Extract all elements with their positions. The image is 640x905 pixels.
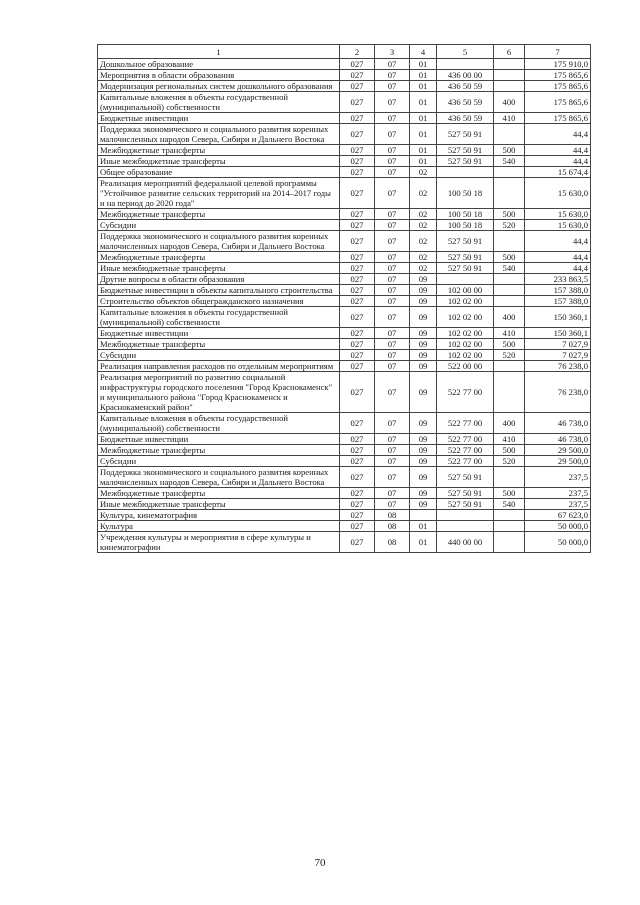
- table-row: [98, 445, 591, 456]
- cell-expense-type: [494, 372, 525, 413]
- cell-expense-type: [494, 467, 525, 488]
- cell-name: Общее образование: [98, 167, 340, 178]
- cell-expense-type: [494, 231, 525, 252]
- cell-subsection: 09: [410, 274, 437, 285]
- cell-ministry-code: 027: [340, 263, 375, 274]
- cell-expense-type: [494, 361, 525, 372]
- cell-subsection: 01: [410, 81, 437, 92]
- table-row: [98, 252, 591, 263]
- table-row: [98, 467, 591, 488]
- cell-target-article: 102 02 00: [437, 296, 494, 307]
- cell-target-article: 527 50 91: [437, 499, 494, 510]
- cell-amount: 29 500,0: [525, 445, 591, 456]
- cell-name: Культура: [98, 521, 340, 532]
- cell-name: Межбюджетные трансферты: [98, 209, 340, 220]
- table-row: [98, 274, 591, 285]
- table-row: [98, 124, 591, 145]
- cell-subsection: 01: [410, 521, 437, 532]
- cell-subsection: 01: [410, 92, 437, 113]
- cell-target-article: 527 50 91: [437, 156, 494, 167]
- cell-amount: 175 865,6: [525, 92, 591, 113]
- table-row: [98, 532, 591, 553]
- table-row: [98, 521, 591, 532]
- cell-subsection: 02: [410, 220, 437, 231]
- cell-name: Модернизация региональных систем дошкольного образования: [98, 81, 340, 92]
- cell-expense-type: 520: [494, 350, 525, 361]
- cell-expense-type: 410: [494, 328, 525, 339]
- header-cell-1: 1: [98, 45, 340, 59]
- cell-ministry-code: 027: [340, 274, 375, 285]
- cell-name: Иные межбюджетные трансферты: [98, 499, 340, 510]
- cell-amount: 44,4: [525, 252, 591, 263]
- cell-subsection: 09: [410, 296, 437, 307]
- cell-target-article: 100 50 18: [437, 178, 494, 209]
- cell-amount: 15 630,0: [525, 178, 591, 209]
- cell-name: Поддержка экономического и социального развития коренных малочисленных народов Севера, Сибири и Дальнего Востока: [98, 124, 340, 145]
- table-row: [98, 434, 591, 445]
- table-row: [98, 209, 591, 220]
- cell-subsection: [410, 510, 437, 521]
- table-row: [98, 70, 591, 81]
- cell-ministry-code: 027: [340, 350, 375, 361]
- cell-name: Дошкольное образование: [98, 59, 340, 70]
- cell-amount: 233 863,5: [525, 274, 591, 285]
- cell-subsection: 09: [410, 339, 437, 350]
- cell-ministry-code: 027: [340, 220, 375, 231]
- cell-amount: 15 630,0: [525, 209, 591, 220]
- cell-name: Строительство объектов общегражданского назначения: [98, 296, 340, 307]
- cell-target-article: 522 00 00: [437, 361, 494, 372]
- cell-subsection: 09: [410, 413, 437, 434]
- table-header-row: [98, 45, 591, 59]
- cell-expense-type: 520: [494, 220, 525, 231]
- table-row: [98, 156, 591, 167]
- cell-ministry-code: 027: [340, 361, 375, 372]
- cell-subsection: 01: [410, 113, 437, 124]
- cell-name: Межбюджетные трансферты: [98, 339, 340, 350]
- cell-ministry-code: 027: [340, 81, 375, 92]
- cell-expense-type: 500: [494, 445, 525, 456]
- cell-expense-type: 540: [494, 499, 525, 510]
- cell-target-article: 100 50 18: [437, 209, 494, 220]
- cell-amount: 44,4: [525, 263, 591, 274]
- cell-name: Реализация направления расходов по отдельным мероприятиям: [98, 361, 340, 372]
- cell-ministry-code: 027: [340, 339, 375, 350]
- cell-subsection: 09: [410, 456, 437, 467]
- cell-amount: 50 000,0: [525, 532, 591, 553]
- cell-section: 07: [375, 285, 410, 296]
- cell-section: 07: [375, 263, 410, 274]
- cell-section: 08: [375, 521, 410, 532]
- cell-target-article: 527 50 91: [437, 231, 494, 252]
- cell-amount: 46 738,0: [525, 434, 591, 445]
- cell-amount: 15 674,4: [525, 167, 591, 178]
- cell-ministry-code: 027: [340, 488, 375, 499]
- cell-name: Учреждения культуры и мероприятия в сфере культуры и кинематографии: [98, 532, 340, 553]
- cell-target-article: 102 00 00: [437, 285, 494, 296]
- table-row: [98, 456, 591, 467]
- cell-ministry-code: 027: [340, 124, 375, 145]
- cell-name: Бюджетные инвестиции: [98, 434, 340, 445]
- cell-section: 07: [375, 350, 410, 361]
- cell-target-article: 527 50 91: [437, 467, 494, 488]
- cell-ministry-code: 027: [340, 532, 375, 553]
- cell-subsection: 01: [410, 156, 437, 167]
- table-row: [98, 307, 591, 328]
- cell-ministry-code: 027: [340, 307, 375, 328]
- cell-expense-type: [494, 81, 525, 92]
- cell-section: 07: [375, 372, 410, 413]
- cell-expense-type: [494, 296, 525, 307]
- cell-target-article: 102 02 00: [437, 350, 494, 361]
- cell-subsection: 09: [410, 361, 437, 372]
- cell-subsection: 02: [410, 252, 437, 263]
- cell-target-article: 102 02 00: [437, 307, 494, 328]
- cell-section: 07: [375, 145, 410, 156]
- cell-subsection: 09: [410, 434, 437, 445]
- cell-ministry-code: 027: [340, 70, 375, 81]
- cell-section: 07: [375, 209, 410, 220]
- cell-section: 07: [375, 339, 410, 350]
- cell-amount: 237,5: [525, 488, 591, 499]
- cell-ministry-code: 027: [340, 285, 375, 296]
- cell-ministry-code: 027: [340, 167, 375, 178]
- cell-ministry-code: 027: [340, 413, 375, 434]
- cell-target-article: 102 02 00: [437, 328, 494, 339]
- cell-subsection: 02: [410, 209, 437, 220]
- cell-ministry-code: 027: [340, 231, 375, 252]
- cell-target-article: [437, 59, 494, 70]
- cell-ministry-code: 027: [340, 510, 375, 521]
- cell-section: 08: [375, 510, 410, 521]
- cell-amount: 15 630,0: [525, 220, 591, 231]
- cell-expense-type: 410: [494, 113, 525, 124]
- cell-amount: 157 388,0: [525, 296, 591, 307]
- cell-ministry-code: 027: [340, 296, 375, 307]
- cell-ministry-code: 027: [340, 328, 375, 339]
- cell-name: Межбюджетные трансферты: [98, 488, 340, 499]
- cell-target-article: 522 77 00: [437, 413, 494, 434]
- table-row: [98, 231, 591, 252]
- cell-section: 07: [375, 113, 410, 124]
- cell-ministry-code: 027: [340, 252, 375, 263]
- cell-expense-type: 500: [494, 339, 525, 350]
- cell-ministry-code: 027: [340, 156, 375, 167]
- cell-target-article: 100 50 18: [437, 220, 494, 231]
- cell-ministry-code: 027: [340, 456, 375, 467]
- cell-name: Капитальные вложения в объекты государственной (муниципальной) собственности: [98, 92, 340, 113]
- cell-expense-type: 500: [494, 145, 525, 156]
- table-row: [98, 145, 591, 156]
- cell-name: Культура, кинематография: [98, 510, 340, 521]
- cell-expense-type: 400: [494, 413, 525, 434]
- cell-subsection: 01: [410, 59, 437, 70]
- cell-expense-type: [494, 70, 525, 81]
- cell-amount: 29 500,0: [525, 456, 591, 467]
- cell-target-article: 527 50 91: [437, 145, 494, 156]
- header-cell-3: 3: [375, 45, 410, 59]
- cell-subsection: 09: [410, 488, 437, 499]
- cell-section: 07: [375, 307, 410, 328]
- cell-name: Субсидии: [98, 350, 340, 361]
- cell-target-article: 440 00 00: [437, 532, 494, 553]
- cell-expense-type: 500: [494, 488, 525, 499]
- table-row: [98, 413, 591, 434]
- cell-subsection: 09: [410, 328, 437, 339]
- cell-section: 07: [375, 156, 410, 167]
- cell-amount: 150 360,1: [525, 307, 591, 328]
- cell-name: Капитальные вложения в объекты государственной (муниципальной) собственности: [98, 307, 340, 328]
- table-row: [98, 167, 591, 178]
- cell-target-article: 527 50 91: [437, 252, 494, 263]
- cell-subsection: 09: [410, 445, 437, 456]
- cell-target-article: 527 50 91: [437, 488, 494, 499]
- cell-ministry-code: 027: [340, 434, 375, 445]
- cell-target-article: 436 50 59: [437, 113, 494, 124]
- cell-amount: 237,5: [525, 499, 591, 510]
- page-number: 70: [314, 857, 326, 869]
- cell-section: 07: [375, 467, 410, 488]
- budget-table: [97, 44, 591, 553]
- cell-amount: 150 360,1: [525, 328, 591, 339]
- table-row: [98, 113, 591, 124]
- cell-section: 07: [375, 445, 410, 456]
- cell-name: Межбюджетные трансферты: [98, 445, 340, 456]
- cell-target-article: 436 50 59: [437, 81, 494, 92]
- cell-ministry-code: 027: [340, 209, 375, 220]
- cell-ministry-code: 027: [340, 467, 375, 488]
- table-row: [98, 372, 591, 413]
- cell-expense-type: 400: [494, 92, 525, 113]
- cell-target-article: 522 77 00: [437, 434, 494, 445]
- header-cell-2: 2: [340, 45, 375, 59]
- cell-amount: 50 000,0: [525, 521, 591, 532]
- cell-name: Иные межбюджетные трансферты: [98, 156, 340, 167]
- cell-amount: 44,4: [525, 156, 591, 167]
- table-row: [98, 59, 591, 70]
- cell-amount: 157 388,0: [525, 285, 591, 296]
- table-row: [98, 499, 591, 510]
- cell-expense-type: 500: [494, 252, 525, 263]
- cell-subsection: 09: [410, 372, 437, 413]
- cell-expense-type: [494, 274, 525, 285]
- cell-ministry-code: 027: [340, 92, 375, 113]
- cell-subsection: 09: [410, 499, 437, 510]
- cell-subsection: 02: [410, 167, 437, 178]
- table-row: [98, 328, 591, 339]
- header-cell-5: 5: [437, 45, 494, 59]
- cell-name: Бюджетные инвестиции: [98, 328, 340, 339]
- cell-ministry-code: 027: [340, 113, 375, 124]
- cell-section: 07: [375, 413, 410, 434]
- cell-amount: 175 865,6: [525, 70, 591, 81]
- cell-amount: 44,4: [525, 231, 591, 252]
- cell-ministry-code: 027: [340, 372, 375, 413]
- cell-target-article: 522 77 00: [437, 456, 494, 467]
- cell-expense-type: [494, 510, 525, 521]
- cell-ministry-code: 027: [340, 59, 375, 70]
- table-row: [98, 92, 591, 113]
- cell-target-article: 102 02 00: [437, 339, 494, 350]
- cell-section: 07: [375, 124, 410, 145]
- cell-amount: 175 865,6: [525, 113, 591, 124]
- cell-section: 07: [375, 274, 410, 285]
- cell-target-article: 527 50 91: [437, 124, 494, 145]
- cell-section: 07: [375, 361, 410, 372]
- cell-subsection: 01: [410, 532, 437, 553]
- cell-amount: 67 623,0: [525, 510, 591, 521]
- cell-name: Межбюджетные трансферты: [98, 145, 340, 156]
- cell-name: Иные межбюджетные трансферты: [98, 263, 340, 274]
- cell-amount: 175 865,6: [525, 81, 591, 92]
- table-row: [98, 361, 591, 372]
- cell-name: Поддержка экономического и социального развития коренных малочисленных народов Севера, Сибири и Дальнего Востока: [98, 231, 340, 252]
- cell-amount: 44,4: [525, 124, 591, 145]
- cell-expense-type: [494, 285, 525, 296]
- header-cell-6: 6: [494, 45, 525, 59]
- cell-target-article: [437, 167, 494, 178]
- cell-subsection: 02: [410, 178, 437, 209]
- table-row: [98, 488, 591, 499]
- cell-subsection: 09: [410, 307, 437, 328]
- table-row: [98, 296, 591, 307]
- cell-section: 07: [375, 167, 410, 178]
- cell-expense-type: 410: [494, 434, 525, 445]
- cell-subsection: 01: [410, 124, 437, 145]
- cell-subsection: 01: [410, 70, 437, 81]
- table-row: [98, 510, 591, 521]
- cell-expense-type: [494, 124, 525, 145]
- cell-expense-type: 400: [494, 307, 525, 328]
- cell-section: 07: [375, 488, 410, 499]
- cell-amount: 237,5: [525, 467, 591, 488]
- cell-section: 07: [375, 178, 410, 209]
- cell-section: 07: [375, 252, 410, 263]
- cell-section: 07: [375, 328, 410, 339]
- cell-section: 07: [375, 456, 410, 467]
- cell-section: 07: [375, 499, 410, 510]
- cell-subsection: 02: [410, 231, 437, 252]
- cell-target-article: [437, 521, 494, 532]
- table-row: [98, 263, 591, 274]
- cell-name: Реализация мероприятий по развитию социальной инфраструктуры городского поселения "Город Краснокаменск" и муниципального района "Город Краснокаменск и Краснокаменский район": [98, 372, 340, 413]
- table-row: [98, 350, 591, 361]
- cell-amount: 7 027,9: [525, 339, 591, 350]
- cell-expense-type: [494, 59, 525, 70]
- cell-name: Реализация мероприятий федеральной целевой программы "Устойчивое развитие сельских территорий на 2014–2017 годы и на период до 2020 года": [98, 178, 340, 209]
- cell-name: Капитальные вложения в объекты государственной (муниципальной) собственности: [98, 413, 340, 434]
- cell-amount: 76 238,0: [525, 372, 591, 413]
- cell-target-article: 522 77 00: [437, 372, 494, 413]
- header-cell-4: 4: [410, 45, 437, 59]
- cell-amount: 46 738,0: [525, 413, 591, 434]
- cell-expense-type: 500: [494, 209, 525, 220]
- cell-ministry-code: 027: [340, 178, 375, 209]
- cell-subsection: 09: [410, 467, 437, 488]
- cell-section: 07: [375, 59, 410, 70]
- cell-ministry-code: 027: [340, 521, 375, 532]
- cell-name: Бюджетные инвестиции: [98, 113, 340, 124]
- cell-section: 07: [375, 220, 410, 231]
- cell-name: Мероприятия в области образования: [98, 70, 340, 81]
- cell-expense-type: 540: [494, 156, 525, 167]
- cell-amount: 175 910,0: [525, 59, 591, 70]
- cell-name: Межбюджетные трансферты: [98, 252, 340, 263]
- cell-section: 07: [375, 70, 410, 81]
- cell-section: 07: [375, 81, 410, 92]
- header-cell-7: 7: [525, 45, 591, 59]
- cell-subsection: 01: [410, 145, 437, 156]
- cell-subsection: 09: [410, 285, 437, 296]
- table-row: [98, 339, 591, 350]
- cell-name: Субсидии: [98, 456, 340, 467]
- cell-target-article: [437, 510, 494, 521]
- cell-target-article: 527 50 91: [437, 263, 494, 274]
- table-row: [98, 220, 591, 231]
- cell-ministry-code: 027: [340, 145, 375, 156]
- cell-subsection: 02: [410, 263, 437, 274]
- cell-target-article: 436 00 00: [437, 70, 494, 81]
- cell-target-article: 522 77 00: [437, 445, 494, 456]
- cell-name: Другие вопросы в области образования: [98, 274, 340, 285]
- cell-section: 07: [375, 92, 410, 113]
- cell-name: Бюджетные инвестиции в объекты капитального строительства: [98, 285, 340, 296]
- cell-ministry-code: 027: [340, 445, 375, 456]
- cell-expense-type: [494, 532, 525, 553]
- cell-section: 07: [375, 231, 410, 252]
- table-row: [98, 285, 591, 296]
- table-row: [98, 178, 591, 209]
- cell-amount: 76 238,0: [525, 361, 591, 372]
- cell-expense-type: 540: [494, 263, 525, 274]
- cell-expense-type: [494, 521, 525, 532]
- cell-amount: 7 027,9: [525, 350, 591, 361]
- cell-target-article: [437, 274, 494, 285]
- cell-expense-type: [494, 178, 525, 209]
- table-row: [98, 81, 591, 92]
- cell-section: 08: [375, 532, 410, 553]
- cell-subsection: 09: [410, 350, 437, 361]
- cell-target-article: 436 50 59: [437, 92, 494, 113]
- cell-ministry-code: 027: [340, 499, 375, 510]
- cell-amount: 44,4: [525, 145, 591, 156]
- cell-expense-type: [494, 167, 525, 178]
- cell-section: 07: [375, 434, 410, 445]
- cell-name: Поддержка экономического и социального развития коренных малочисленных народов Севера, Сибири и Дальнего Востока: [98, 467, 340, 488]
- cell-expense-type: 520: [494, 456, 525, 467]
- cell-section: 07: [375, 296, 410, 307]
- cell-name: Субсидии: [98, 220, 340, 231]
